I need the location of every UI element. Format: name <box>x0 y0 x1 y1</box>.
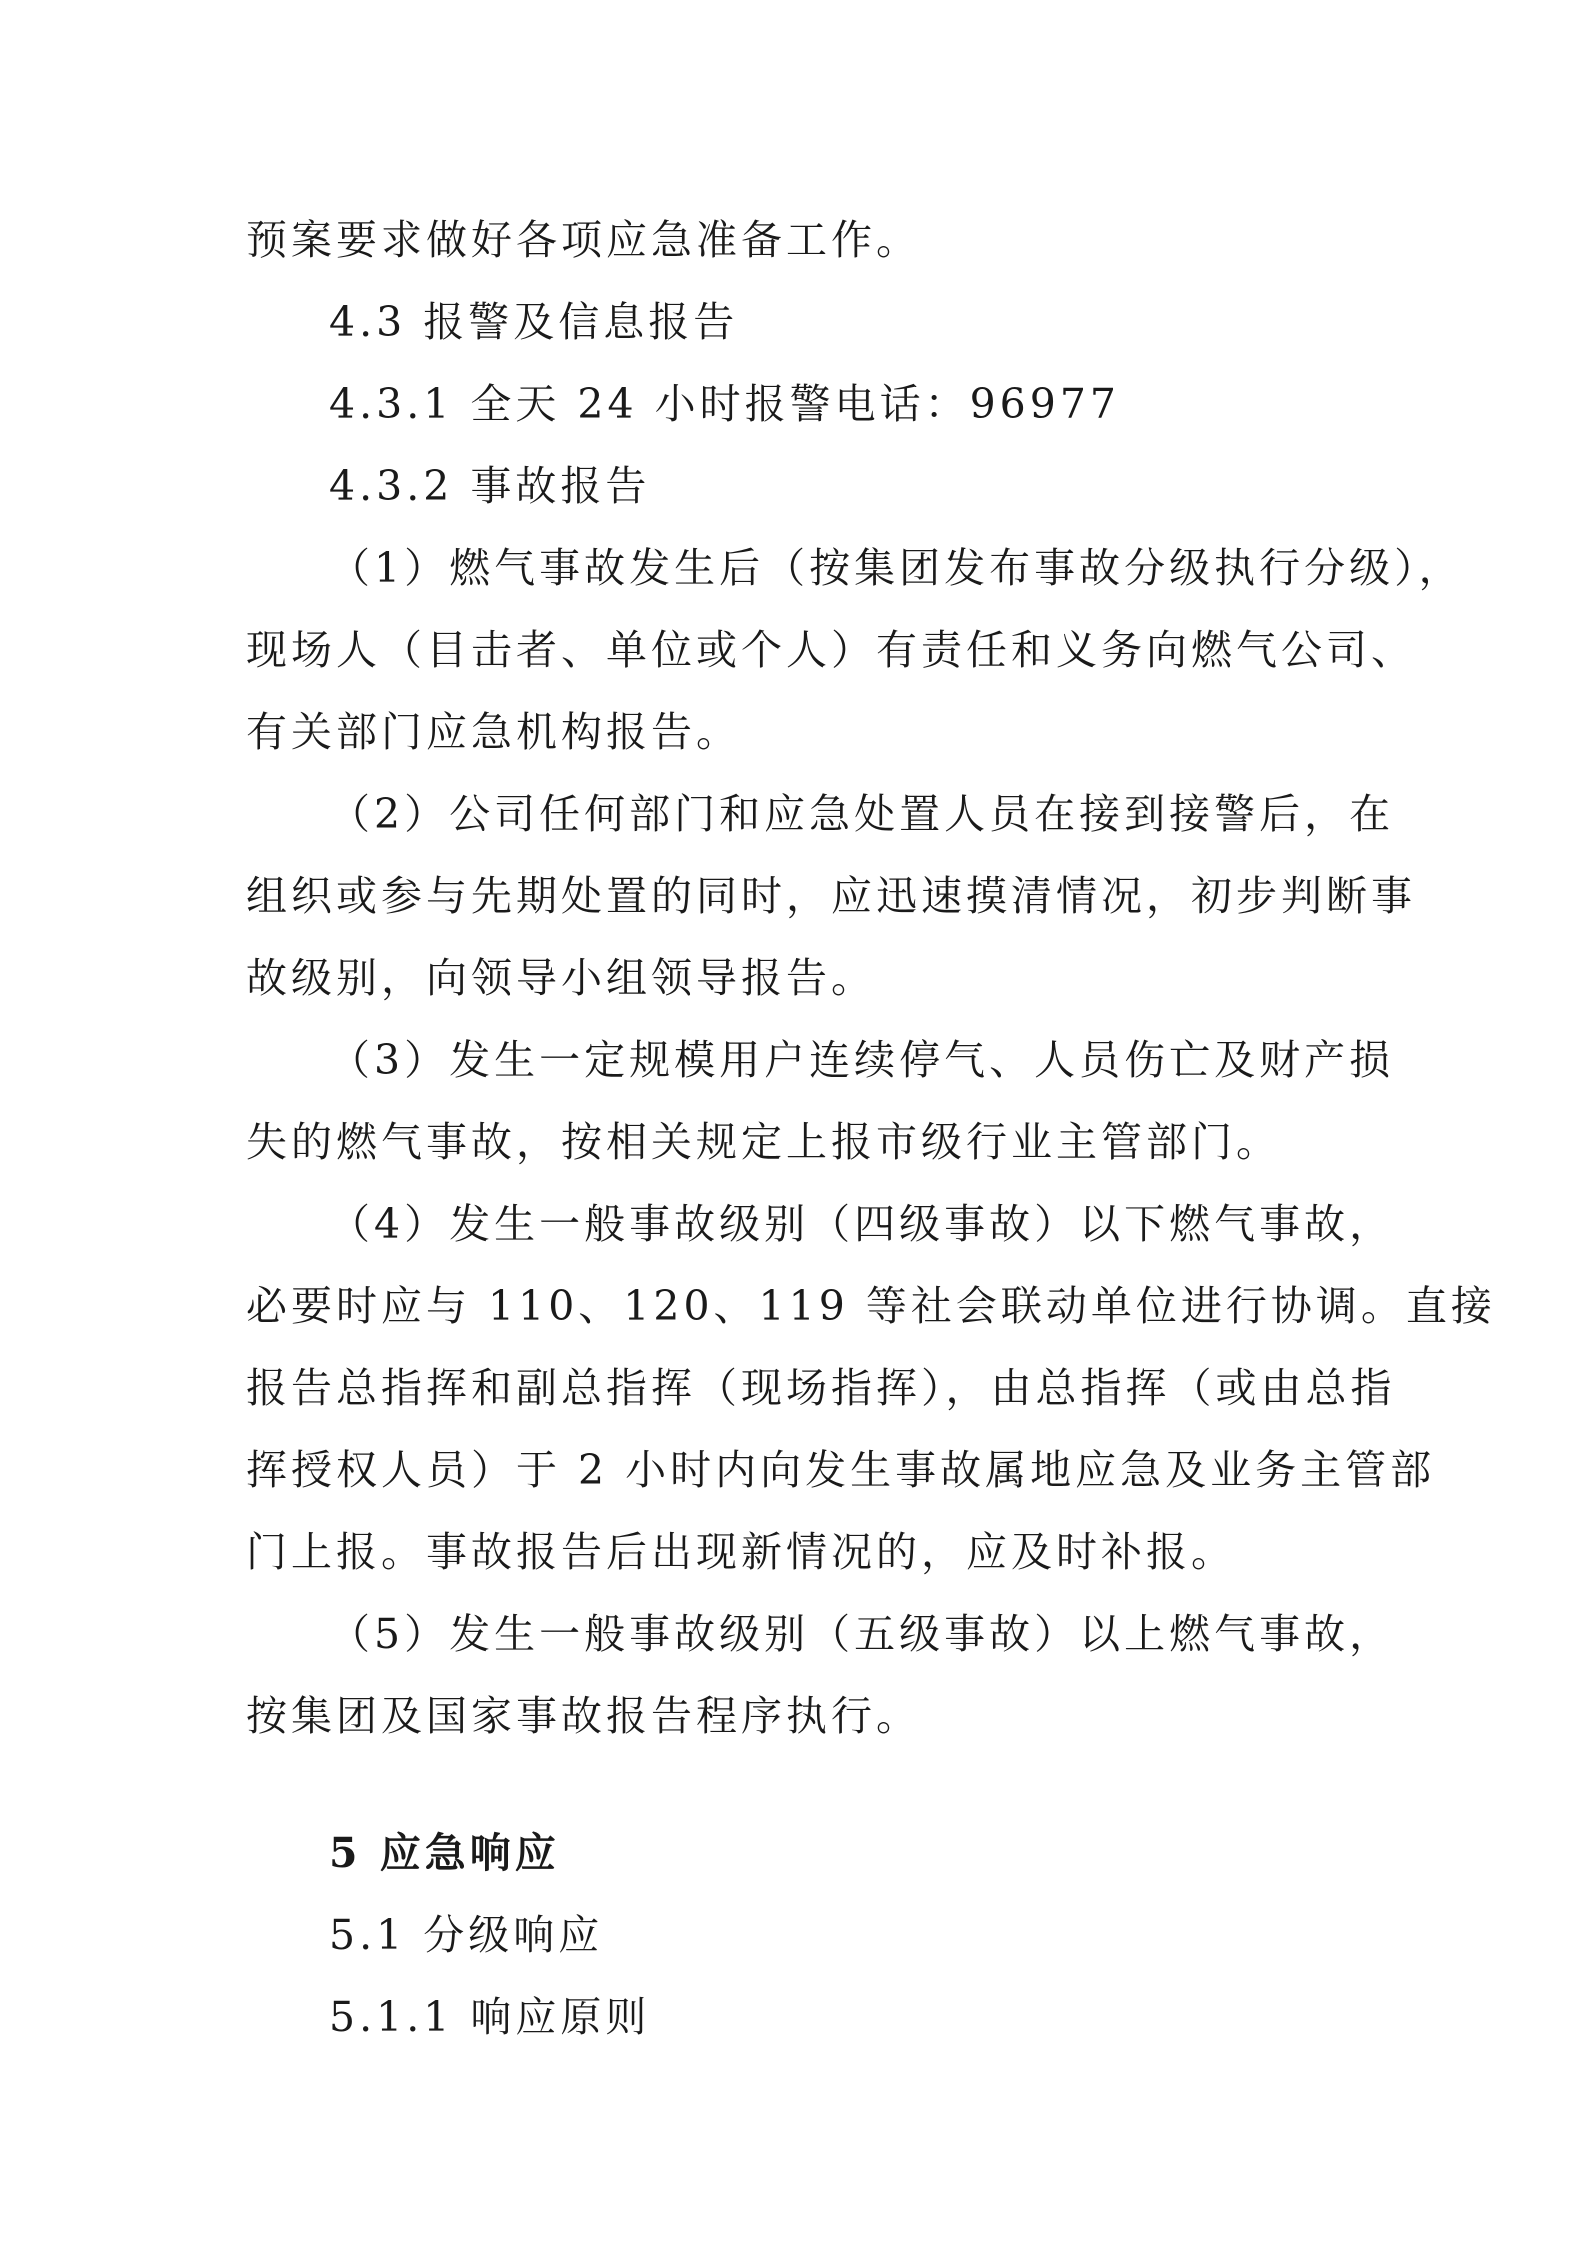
paragraph-line: （2）公司任何部门和应急处置人员在接到接警后，在 <box>329 790 1395 838</box>
paragraph-line: 挥授权人员）于 2 小时内向发生事故属地应急及业务主管部 <box>246 1446 1436 1494</box>
paragraph-line: 组织或参与先期处置的同时，应迅速摸清情况，初步判断事 <box>246 872 1416 920</box>
subsection-heading: 4.3.1 全天 24 小时报警电话：96977 <box>329 380 1121 428</box>
paragraph-line: 失的燃气事故，按相关规定上报市级行业主管部门。 <box>246 1118 1281 1166</box>
section-heading: 5.1 分级响应 <box>329 1911 604 1959</box>
paragraph-line: 报告总指挥和副总指挥（现场指挥），由总指挥（或由总指 <box>246 1364 1396 1412</box>
paragraph-line: 必要时应与 110、120、119 等社会联动单位进行协调。直接 <box>246 1282 1496 1330</box>
paragraph-line: 现场人（目击者、单位或个人）有责任和义务向燃气公司、 <box>246 626 1416 674</box>
paragraph-line: 故级别，向领导小组领导报告。 <box>246 954 876 1002</box>
paragraph-line: 预案要求做好各项应急准备工作。 <box>246 216 921 264</box>
paragraph-line: 门上报。事故报告后出现新情况的，应及时补报。 <box>246 1528 1236 1576</box>
paragraph-line: （4）发生一般事故级别（四级事故）以下燃气事故， <box>329 1200 1395 1248</box>
paragraph-line: 按集团及国家事故报告程序执行。 <box>246 1692 921 1740</box>
paragraph-line: （3）发生一定规模用户连续停气、人员伤亡及财产损 <box>329 1036 1395 1084</box>
paragraph-line: （1）燃气事故发生后（按集团发布事故分级执行分级）， <box>329 544 1464 592</box>
subsection-heading: 5.1.1 响应原则 <box>329 1993 651 2041</box>
section-heading: 4.3 报警及信息报告 <box>329 298 739 346</box>
paragraph-line: （5）发生一般事故级别（五级事故）以上燃气事故， <box>329 1610 1395 1658</box>
chapter-heading: 5 应急响应 <box>329 1829 560 1877</box>
paragraph-line: 有关部门应急机构报告。 <box>246 708 741 756</box>
subsection-heading: 4.3.2 事故报告 <box>329 462 651 510</box>
